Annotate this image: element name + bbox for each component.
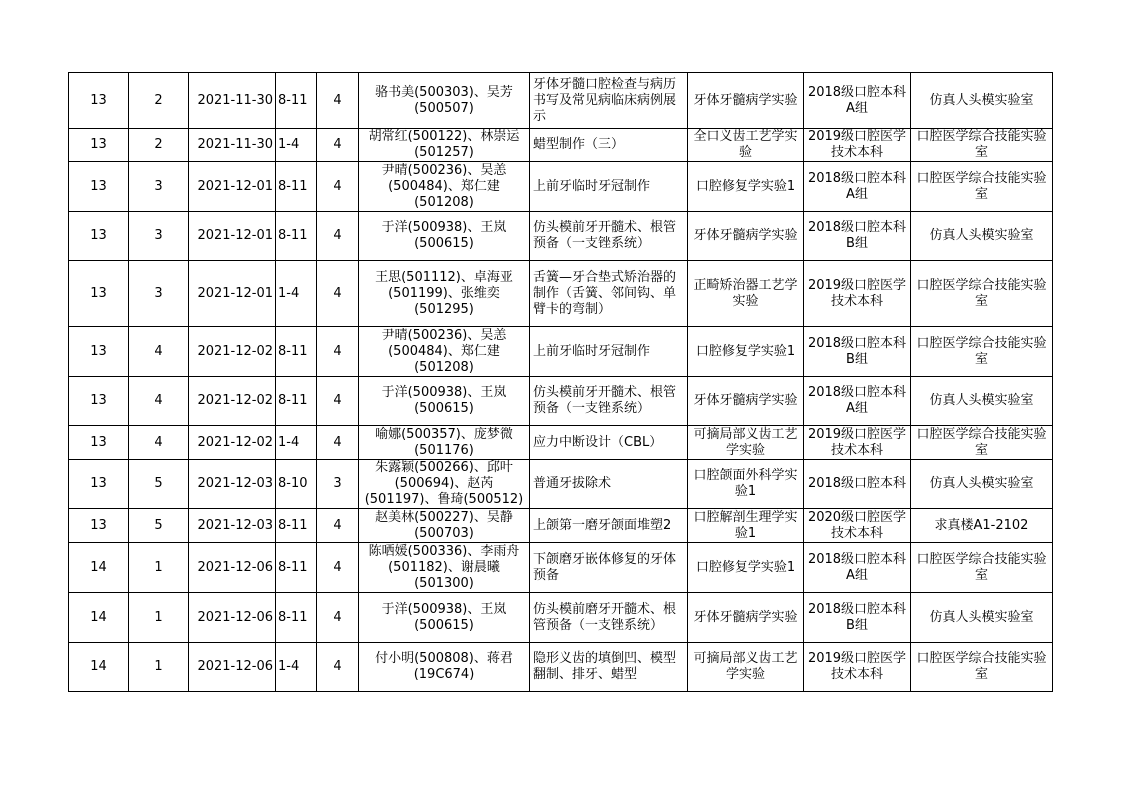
week-cell: 13 [69,509,129,543]
teachers-cell: 胡常红(500122)、林崇运(501257) [359,129,530,162]
week-cell: 13 [69,327,129,377]
periods-cell: 8-11 [276,212,317,261]
teachers-cell: 于洋(500938)、王岚(500615) [359,377,530,426]
hours-cell: 4 [317,377,359,426]
periods-cell: 1-4 [276,426,317,460]
course-cell: 全口义齿工艺学实验 [688,129,804,162]
project-cell: 牙体牙髓口腔检查与病历书写及常见病临床病例展示 [530,73,688,129]
project-cell: 仿头模前磨牙开髓术、根管预备（一支锉系统） [530,593,688,643]
week-cell: 14 [69,543,129,593]
periods-cell: 8-11 [276,327,317,377]
hours-cell: 4 [317,162,359,212]
week-cell: 13 [69,426,129,460]
weekday-cell: 2 [129,73,189,129]
table-row [69,426,1053,460]
class-cell: 2018级口腔本科B组 [804,212,911,261]
project-cell: 下颌磨牙嵌体修复的牙体预备 [530,543,688,593]
week-cell: 13 [69,73,129,129]
room-cell: 口腔医学综合技能实验室 [911,261,1053,327]
weekday-cell: 2 [129,129,189,162]
date-cell: 2021-12-06 [189,593,276,643]
class-cell: 2018级口腔本科A组 [804,162,911,212]
table-row [69,593,1053,643]
course-cell: 口腔解剖生理学实验1 [688,509,804,543]
weekday-cell: 3 [129,162,189,212]
weekday-cell: 5 [129,460,189,509]
room-cell: 求真楼A1-2102 [911,509,1053,543]
date-cell: 2021-11-30 [189,73,276,129]
hours-cell: 4 [317,129,359,162]
room-cell: 仿真人头模实验室 [911,377,1053,426]
project-cell: 舌簧—牙合垫式矫治器的制作（舌簧、邻间钩、单臂卡的弯制） [530,261,688,327]
table-row [69,509,1053,543]
class-cell: 2018级口腔本科A组 [804,543,911,593]
weekday-cell: 1 [129,593,189,643]
class-cell: 2019级口腔医学技术本科 [804,129,911,162]
hours-cell: 4 [317,593,359,643]
project-cell: 仿头模前牙开髓术、根管预备（一支锉系统） [530,377,688,426]
class-cell: 2018级口腔本科A组 [804,73,911,129]
table-row [69,162,1053,212]
table-row [69,73,1053,129]
project-cell: 仿头模前牙开髓术、根管预备（一支锉系统） [530,212,688,261]
table-row [69,460,1053,509]
date-cell: 2021-12-06 [189,643,276,692]
teachers-cell: 王思(501112)、卓海亚(501199)、张维奕(501295) [359,261,530,327]
periods-cell: 8-11 [276,73,317,129]
class-cell: 2018级口腔本科B组 [804,327,911,377]
weekday-cell: 4 [129,426,189,460]
class-cell: 2018级口腔本科A组 [804,377,911,426]
class-cell: 2018级口腔本科 [804,460,911,509]
week-cell: 13 [69,162,129,212]
schedule-table [68,72,1053,692]
hours-cell: 4 [317,543,359,593]
class-cell: 2020级口腔医学技术本科 [804,509,911,543]
table-row [69,327,1053,377]
schedule-rows [69,73,1053,692]
teachers-cell: 朱露颖(500266)、邱叶(500694)、赵芮(501197)、鲁琦(500512) [359,460,530,509]
course-cell: 牙体牙髓病学实验 [688,212,804,261]
course-cell: 口腔修复学实验1 [688,162,804,212]
course-cell: 牙体牙髓病学实验 [688,73,804,129]
class-cell: 2019级口腔医学技术本科 [804,426,911,460]
teachers-cell: 尹晴(500236)、吴恙(500484)、郑仁建(501208) [359,327,530,377]
course-cell: 口腔修复学实验1 [688,543,804,593]
course-cell: 可摘局部义齿工艺学实验 [688,426,804,460]
room-cell: 口腔医学综合技能实验室 [911,426,1053,460]
week-cell: 13 [69,129,129,162]
hours-cell: 4 [317,73,359,129]
week-cell: 14 [69,593,129,643]
week-cell: 13 [69,377,129,426]
teachers-cell: 陈哂媛(500336)、李雨舟(501182)、谢晨曦(501300) [359,543,530,593]
teachers-cell: 付小明(500808)、蒋君(19C674) [359,643,530,692]
date-cell: 2021-12-03 [189,460,276,509]
room-cell: 口腔医学综合技能实验室 [911,543,1053,593]
teachers-cell: 喻娜(500357)、庞梦微(501176) [359,426,530,460]
project-cell: 蜡型制作（三） [530,129,688,162]
hours-cell: 4 [317,509,359,543]
hours-cell: 4 [317,643,359,692]
hours-cell: 3 [317,460,359,509]
table-row [69,543,1053,593]
project-cell: 普通牙拔除术 [530,460,688,509]
periods-cell: 8-11 [276,162,317,212]
table-row [69,377,1053,426]
date-cell: 2021-12-02 [189,377,276,426]
date-cell: 2021-12-03 [189,509,276,543]
course-cell: 口腔修复学实验1 [688,327,804,377]
periods-cell: 1-4 [276,643,317,692]
date-cell: 2021-12-02 [189,327,276,377]
table-row [69,643,1053,692]
weekday-cell: 1 [129,643,189,692]
table-row [69,261,1053,327]
project-cell: 隐形义齿的填倒凹、模型翻制、排牙、蜡型 [530,643,688,692]
hours-cell: 4 [317,212,359,261]
course-cell: 牙体牙髓病学实验 [688,377,804,426]
class-cell: 2019级口腔医学技术本科 [804,261,911,327]
room-cell: 口腔医学综合技能实验室 [911,162,1053,212]
hours-cell: 4 [317,327,359,377]
date-cell: 2021-12-01 [189,261,276,327]
weekday-cell: 3 [129,212,189,261]
date-cell: 2021-12-06 [189,543,276,593]
teachers-cell: 于洋(500938)、王岚(500615) [359,212,530,261]
course-cell: 口腔颌面外科学实验1 [688,460,804,509]
room-cell: 口腔医学综合技能实验室 [911,643,1053,692]
date-cell: 2021-12-01 [189,212,276,261]
room-cell: 口腔医学综合技能实验室 [911,129,1053,162]
project-cell: 上颌第一磨牙颌面堆塑2 [530,509,688,543]
class-cell: 2018级口腔本科B组 [804,593,911,643]
week-cell: 13 [69,460,129,509]
date-cell: 2021-11-30 [189,129,276,162]
course-cell: 正畸矫治器工艺学实验 [688,261,804,327]
project-cell: 上前牙临时牙冠制作 [530,162,688,212]
periods-cell: 1-4 [276,261,317,327]
table-row [69,212,1053,261]
week-cell: 13 [69,212,129,261]
date-cell: 2021-12-02 [189,426,276,460]
weekday-cell: 5 [129,509,189,543]
periods-cell: 8-11 [276,509,317,543]
table-row [69,129,1053,162]
week-cell: 14 [69,643,129,692]
weekday-cell: 1 [129,543,189,593]
teachers-cell: 尹晴(500236)、吴恙(500484)、郑仁建(501208) [359,162,530,212]
week-cell: 13 [69,261,129,327]
class-cell: 2019级口腔医学技术本科 [804,643,911,692]
hours-cell: 4 [317,426,359,460]
teachers-cell: 赵美林(500227)、吴静(500703) [359,509,530,543]
room-cell: 口腔医学综合技能实验室 [911,327,1053,377]
hours-cell: 4 [317,261,359,327]
project-cell: 应力中断设计（CBL） [530,426,688,460]
room-cell: 仿真人头模实验室 [911,73,1053,129]
periods-cell: 1-4 [276,129,317,162]
teachers-cell: 骆书美(500303)、吴芳(500507) [359,73,530,129]
weekday-cell: 4 [129,327,189,377]
room-cell: 仿真人头模实验室 [911,212,1053,261]
room-cell: 仿真人头模实验室 [911,460,1053,509]
weekday-cell: 3 [129,261,189,327]
teachers-cell: 于洋(500938)、王岚(500615) [359,593,530,643]
course-cell: 牙体牙髓病学实验 [688,593,804,643]
room-cell: 仿真人头模实验室 [911,593,1053,643]
course-cell: 可摘局部义齿工艺学实验 [688,643,804,692]
periods-cell: 8-10 [276,460,317,509]
periods-cell: 8-11 [276,593,317,643]
date-cell: 2021-12-01 [189,162,276,212]
project-cell: 上前牙临时牙冠制作 [530,327,688,377]
periods-cell: 8-11 [276,543,317,593]
periods-cell: 8-11 [276,377,317,426]
weekday-cell: 4 [129,377,189,426]
